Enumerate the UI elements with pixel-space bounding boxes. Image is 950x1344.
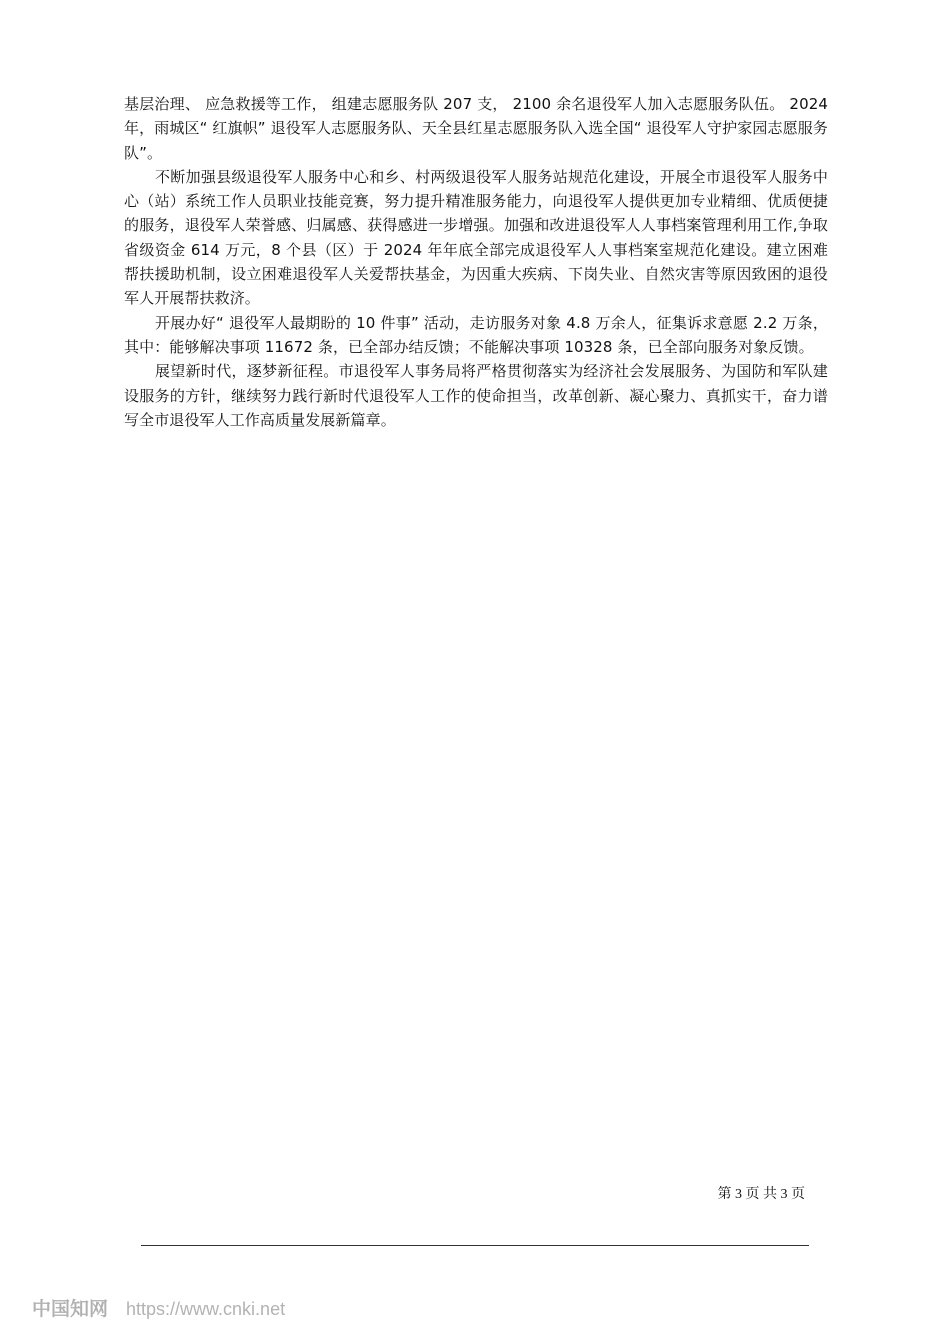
paragraph-volunteer-services: 基层治理、 应急救援等工作， 组建志愿服务队 207 支， 2100 余名退役军人加入志愿服务队伍。 2024 年，雨城区“ 红旗帜” 退役军人志愿服务队、天全县红星志愿服务队入选全国“ 退役军人守护家园志愿服务队”。 <box>124 95 828 162</box>
paragraph-service-centers: 不断加强县级退役军人服务中心和乡、村两级退役军人服务站规范化建设，开展全市退役军人服务中心（站）系统工作人员职业技能竞赛，努力提升精准服务能力，向退役军人提供更加专业精细、优质便捷的服务，退役军人荣誉感、归属感、获得感进一步增强。加强和改进退役军人人事档案管理利用工作,争取省级资金 614 万元，8 个县（区）于 2024 年年底全部完成退役军人人事档案室规范化建设。建立困难帮扶援助机制，设立困难退役军人关爱帮扶基金，为因重大疾病、下岗失业、自然灾害等原因致困的退役军人开展帮扶救济。 <box>124 167 828 308</box>
footer-divider <box>141 1245 809 1246</box>
watermark-brand: 中国知网 <box>32 1298 109 1320</box>
document-body <box>124 92 828 432</box>
page-number: 第 3 页 共 3 页 <box>717 1187 805 1202</box>
paragraph-outlook: 展望新时代，逐梦新征程。市退役军人事务局将严格贯彻落实为经济社会发展服务、为国防和军队建设服务的方针，继续努力践行新时代退役军人工作的使命担当，改革创新、凝心聚力、真抓实干，奋力谱写全市退役军人工作高质量发展新篇章。 <box>124 362 828 429</box>
watermark-url: https://www.cnki.net <box>126 1299 286 1319</box>
paragraph-ten-things: 开展办好“ 退役军人最期盼的 10 件事” 活动，走访服务对象 4.8 万余人，征集诉求意愿 2.2 万条，其中：能够解决事项 11672 条，已全部办结反馈；不能解决事项 10328 条，已全部向服务对象反馈。 <box>124 313 828 356</box>
cnki-watermark <box>32 1294 285 1321</box>
